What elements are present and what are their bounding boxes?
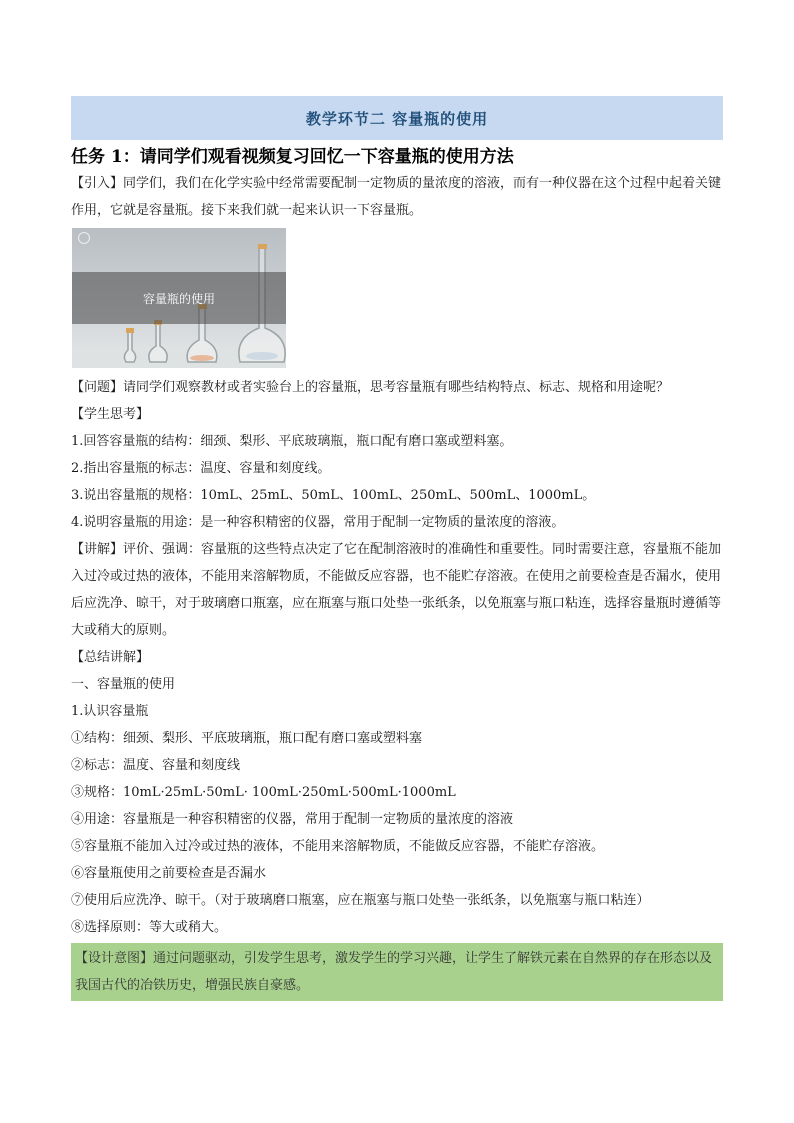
design-tag: 【设计意图】 [75,951,154,966]
summary-item: ⑧选择原则：等大或稍大。 [71,920,228,935]
lecture-text: 评价、强调：容量瓶的这些特点决定了它在配制溶液时的准确性和重要性。同时需要注意，容量瓶不能加入过冷或过热的液体，不能用来溶解物质，不能做反应容器，也不能贮存溶液。在使用之前要检查是否漏水，使用后应洗净、晾干，对于玻璃磨口瓶塞，应在瓶塞与瓶口处垫一张纸条，以免瓶塞与瓶口粘连，选择容量瓶时遵循等大或稍大的原则。 [71,542,722,638]
lesson-page [71,96,723,1001]
student-think-item: 2.指出容量瓶的标志：温度、容量和刻度线。 [71,461,331,476]
summary-heading: 【总结讲解】 [71,650,150,665]
design-text: 通过问题驱动，引发学生思考，激发学生的学习兴趣，让学生了解铁元素在自然界的存在形态以及我国古代的冶铁历史，增强民族自豪感。 [75,951,713,993]
task-title: 任务 1：请同学们观看视频复习回忆一下容量瓶的使用方法 [71,147,514,167]
design-intent-box [71,943,723,1001]
intro-tag: 【引入】 [71,176,124,191]
video-caption-band [72,272,286,324]
question-text: 请同学们观察教材或者实验台上的容量瓶，思考容量瓶有哪些结构特点、标志、规格和用途呢？ [123,380,670,395]
summary-item: ⑤容量瓶不能加入过冷或过热的液体，不能用来溶解物质，不能做反应容器，不能贮存溶液。 [71,839,605,854]
question-paragraph [71,374,723,401]
summary-item: ①结构：细颈、梨形、平底玻璃瓶，瓶口配有磨口塞或塑料塞 [71,731,423,746]
play-icon[interactable] [78,232,90,244]
lecture-paragraph [71,536,723,644]
video-thumbnail[interactable] [72,228,286,368]
intro-text: 同学们，我们在化学实验中经常需要配制一定物质的量浓度的溶液，而有一种仪器在这个过程中起着关键作用，它就是容量瓶。接下来我们就一起来认识一下容量瓶。 [71,176,722,218]
video-caption: 容量瓶的使用 [142,291,215,306]
summary-item: ②标志：温度、容量和刻度线 [71,758,241,773]
summary-item: ③规格：10mL·25mL·50mL· 100mL·250mL·500mL·1000mL [71,785,456,800]
section-banner [71,96,723,140]
student-think-item: 4.说明容量瓶的用途：是一种容积精密的仪器，常用于配制一定物质的量浓度的溶液。 [71,515,565,530]
student-think-item: 1.回答容量瓶的结构：细颈、梨形、平底玻璃瓶，瓶口配有磨口塞或塑料塞。 [71,434,513,449]
summary-section: 一、容量瓶的使用 [71,677,176,692]
summary-item: ⑥容量瓶使用之前要检查是否漏水 [71,866,267,881]
summary-subsection: 1.认识容量瓶 [71,704,149,719]
summary-item: ④用途：容量瓶是一种容积精密的仪器，常用于配制一定物质的量浓度的溶液 [71,812,514,827]
section-title: 教学环节二 容量瓶的使用 [305,109,489,128]
lecture-tag: 【讲解】 [71,542,124,557]
intro-paragraph [71,170,723,224]
question-tag: 【问题】 [71,380,124,395]
student-think-heading: 【学生思考】 [71,407,150,422]
student-think-item: 3.说出容量瓶的规格：10mL、25mL、50mL、100mL、250mL、500mL、1000mL。 [71,488,596,503]
summary-item: ⑦使用后应洗净、晾干。（对于玻璃磨口瓶塞，应在瓶塞与瓶口处垫一张纸条，以免瓶塞与瓶口粘连） [71,893,650,908]
